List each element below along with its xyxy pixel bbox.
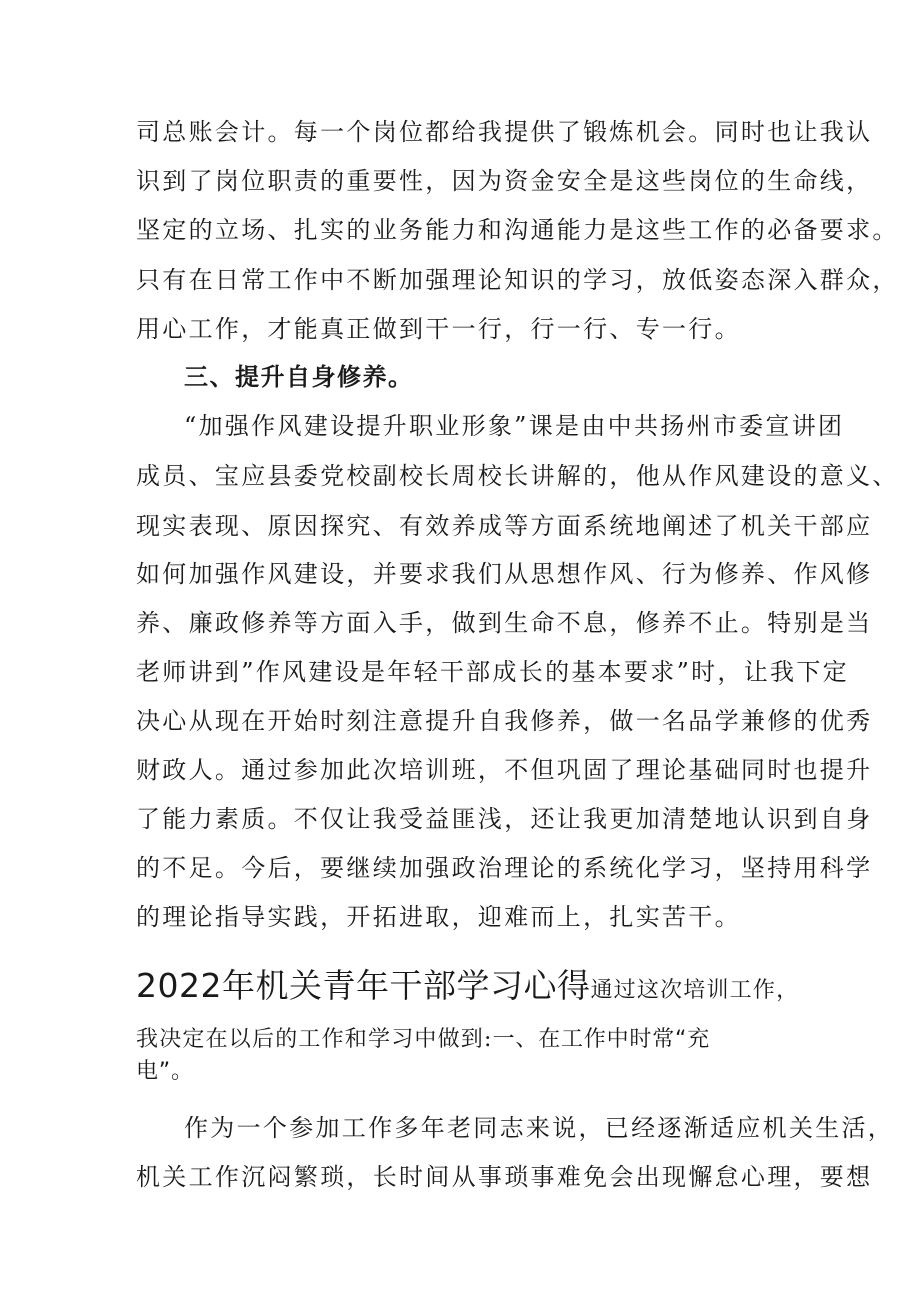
subtitle-serif-part: 我决定在以后的工作和学习中做到: (136, 1027, 493, 1052)
paragraph-line: 养、廉政修养等方面入手，做到生命不息，修养不止。特别是当 (136, 609, 873, 637)
subtitle-sans-part: 电”。 (136, 1059, 194, 1084)
paragraph-line: 现实表现、原因探究、有效养成等方面系统地阐述了机关干部应 (136, 512, 873, 540)
paragraph-line: 成员、宝应县委党校副校长周校长讲解的，他从作风建设的意义、 (136, 462, 899, 490)
document-title (136, 960, 799, 1007)
subtitle-line (136, 1058, 194, 1086)
paragraph-line: 财政人。通过参加此次培训班，不但巩固了理论基础同时也提升 (136, 756, 873, 784)
paragraph-line: 如何加强作风建设，并要求我们从思想作风、行为修养、作风修 (136, 560, 873, 588)
paragraph-line: “加强作风建设提升职业形象”课是由中共扬州市委宣讲团 (184, 412, 845, 440)
paragraph-line: 了能力素质。不仅让我受益匪浅，还让我更加清楚地认识到自身 (136, 805, 873, 833)
paragraph-line: 司总账会计。每一个岗位都给我提供了锻炼机会。同时也让我认 (136, 118, 873, 146)
title-main: 2022年机关青年干部学习心得 (136, 966, 591, 1005)
paragraph-line: 的不足。今后，要继续加强政治理论的系统化学习，坚持用科学 (136, 854, 873, 882)
section-heading: 三、提升自身修养。 (184, 363, 414, 391)
paragraph-line: 用心工作，才能真正做到干一行，行一行、专一行。 (136, 315, 741, 343)
paragraph-line: 识到了岗位职责的重要性，因为资金安全是这些岗位的生命线， (136, 167, 873, 195)
paragraph-line: 的理论指导实践，开拓进取，迎难而上，扎实苦干。 (136, 903, 741, 931)
paragraph-line: 决心从现在开始时刻注意提升自我修养，做一名品学兼修的优秀 (136, 707, 873, 735)
paragraph-line: 机关工作沉闷繁琐，长时间从事琐事难免会出现懈怠心理，要想 (136, 1163, 873, 1191)
subtitle-sans-part: 一、在工作中时常“充 (492, 1027, 711, 1052)
subtitle-line (136, 1026, 710, 1054)
paragraph-line: 只有在日常工作中不断加强理论知识的学习，放低姿态深入群众， (136, 266, 899, 294)
paragraph-line: 老师讲到”作风建设是年轻干部成长的基本要求”时，让我下定 (136, 658, 849, 686)
paragraph-line: 作为一个参加工作多年老同志来说，已经逐渐适应机关生活， (184, 1114, 895, 1142)
paragraph-line: 坚定的立场、扎实的业务能力和沟通能力是这些工作的必备要求。 (136, 216, 899, 244)
title-tail: 通过这次培训工作， (590, 978, 800, 1003)
